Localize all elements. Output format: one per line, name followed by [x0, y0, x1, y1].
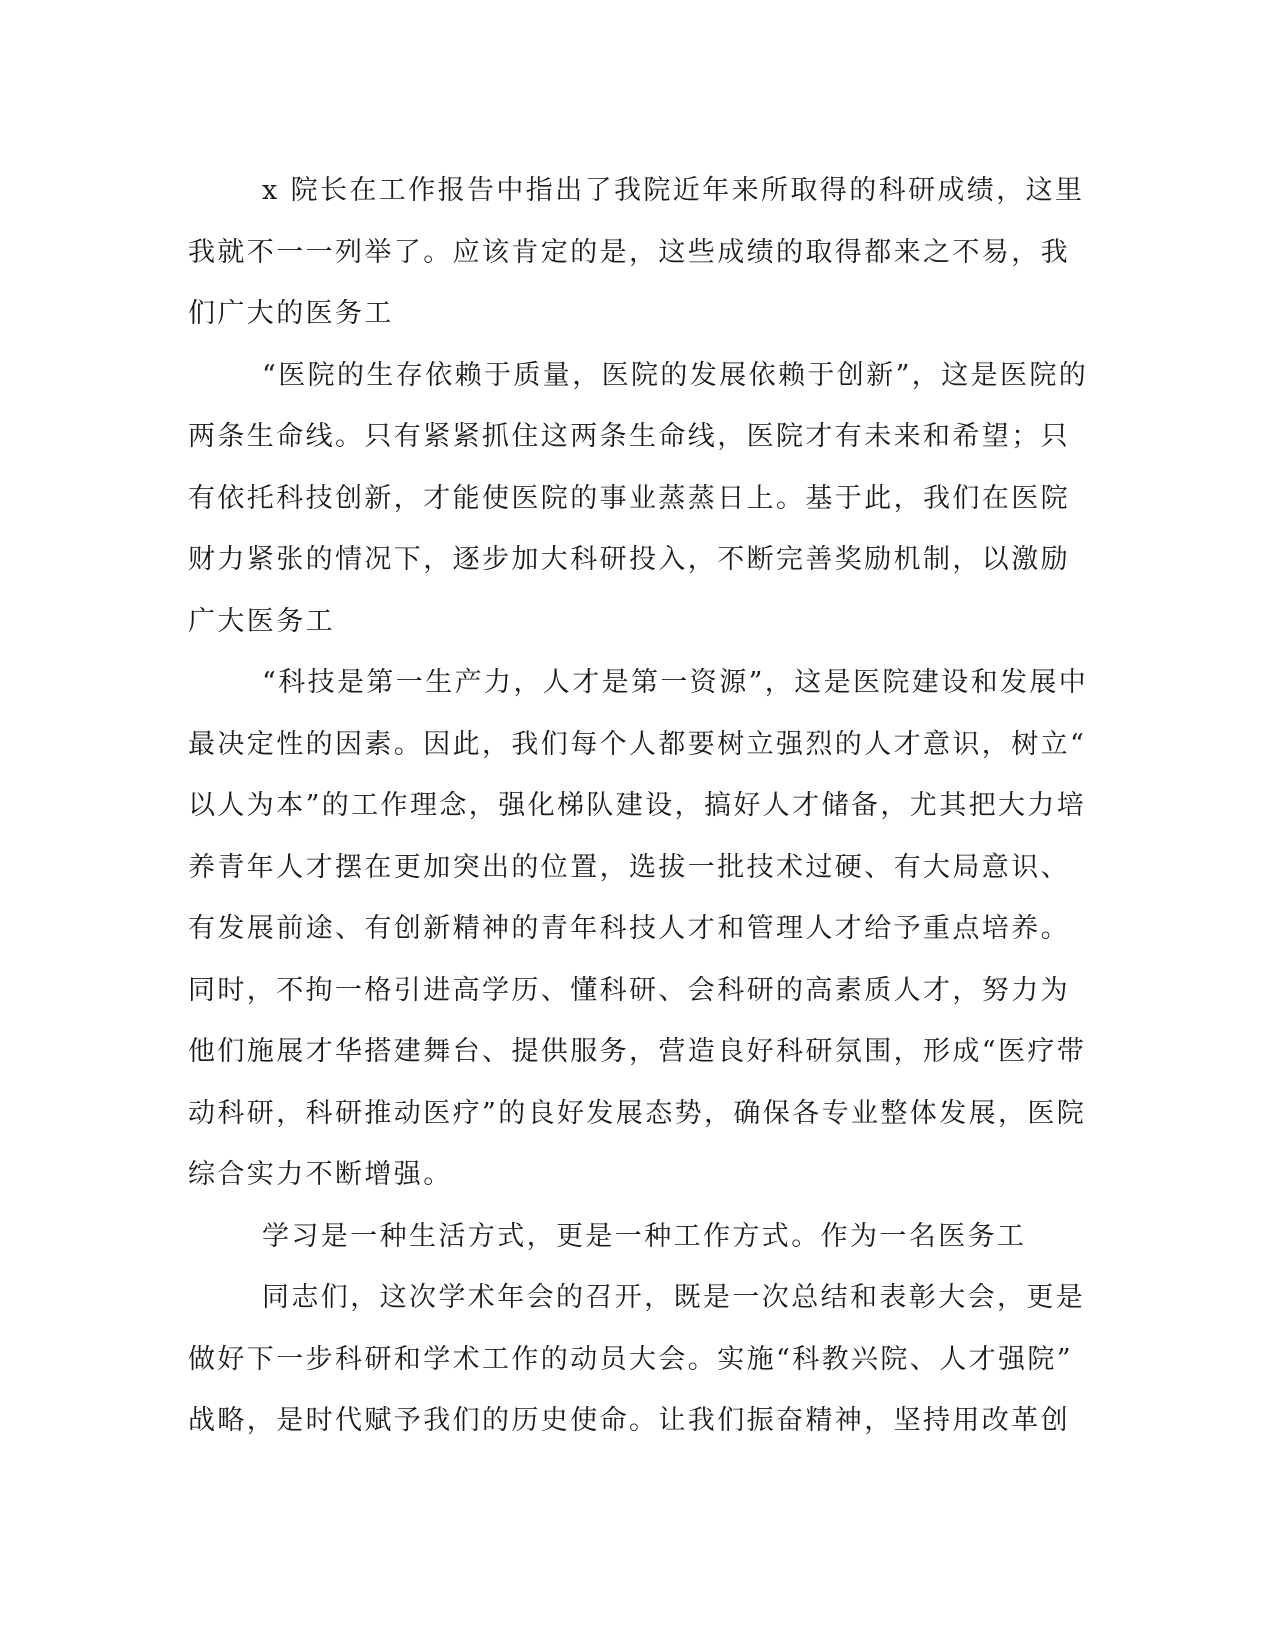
text-line: 两条生命线。只有紧紧抓住这两条生命线，医院才有未来和希望；只 [188, 421, 1070, 452]
text-line: 有依托科技创新，才能使医院的事业蒸蒸日上。基于此，我们在医院 [188, 482, 1070, 514]
text-line: 动科研，科研推动医疗”的良好发展态势，确保各专业整体发展，医院 [188, 1097, 1087, 1129]
text-line: 有发展前途、有创新精神的青年科技人才和管理人才给予重点培养。 [188, 913, 1070, 944]
text-line: x 院长在工作报告中指出了我院近年来所取得的科研成绩，这里 [262, 175, 1085, 206]
text-line: 最决定性的因素。因此，我们每个人都要树立强烈的人才意识，树立“ [188, 728, 1087, 760]
paragraph-talent-strategy [188, 652, 1088, 1206]
text-line: 综合实力不断增强。 [188, 1159, 453, 1190]
paragraph-quality-innovation [188, 345, 1088, 653]
text-line: 我就不一一列举了。应该肯定的是，这些成绩的取得都来之不易，我 [188, 236, 1070, 268]
text-line: 战略，是时代赋予我们的历史使命。让我们振奋精神，坚持用改革创 [188, 1405, 1070, 1436]
text-line: 学习是一种生活方式，更是一种工作方式。作为一名医务工 [262, 1220, 1027, 1252]
text-line: “医院的生存依赖于质量，医院的发展依赖于创新”，这是医院的 [262, 359, 1089, 391]
text-line: “科技是第一生产力，人才是第一资源”，这是医院建设和发展中 [262, 667, 1089, 698]
text-line: 同时，不拘一格引进高学历、懂科研、会科研的高素质人才，努力为 [188, 974, 1070, 1006]
paragraph-conclusion [188, 1267, 1088, 1452]
paragraph-research-achievements [188, 160, 1088, 345]
text-line: 同志们，这次学术年会的召开，既是一次总结和表彰大会，更是 [262, 1282, 1086, 1313]
text-line: 以人为本”的工作理念，强化梯队建设，搞好人才储备，尤其把大力培 [188, 790, 1087, 821]
paragraph-learning [188, 1206, 1088, 1268]
text-line: 财力紧张的情况下，逐步加大科研投入，不断完善奖励机制，以激励 [188, 544, 1070, 575]
document-body [188, 160, 1088, 1452]
text-line: 广大医务工 [188, 605, 335, 637]
text-line: 他们施展才华搭建舞台、提供服务，营造良好科研氛围，形成“医疗带 [188, 1036, 1087, 1067]
text-line: 养青年人才摆在更加突出的位置，选拔一批技术过硬、有大局意识、 [188, 851, 1070, 883]
text-line: 做好下一步科研和学术工作的动员大会。实施“科教兴院、人才强院” [188, 1343, 1074, 1375]
text-line: 们广大的医务工 [188, 298, 394, 329]
